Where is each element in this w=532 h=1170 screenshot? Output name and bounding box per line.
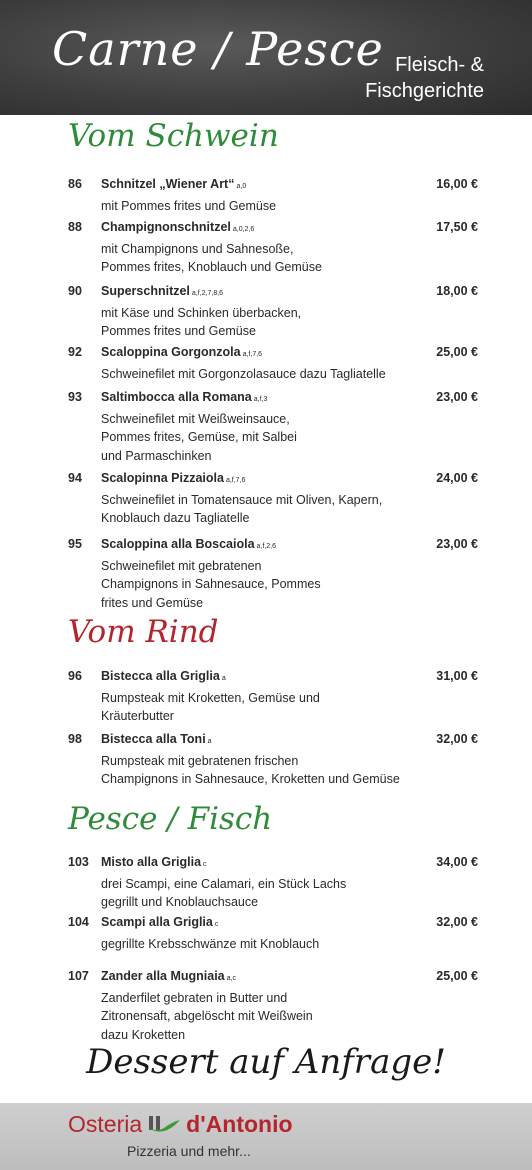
brand-logo	[68, 1111, 293, 1138]
item-detail-line: Pommes frites und Gemüse	[101, 324, 256, 338]
item-price: 17,50 €	[436, 220, 478, 234]
item-description	[101, 388, 421, 465]
item-price: 25,00 €	[436, 345, 478, 359]
item-allergens: a,f,2,7,8,6	[191, 290, 224, 297]
item-detail-line: gegrillt und Knoblauchsauce	[101, 895, 259, 909]
item-allergens: a,c	[226, 975, 236, 982]
item-price: 18,00 €	[436, 284, 478, 298]
item-allergens: a,f,7,6	[225, 477, 246, 484]
item-description	[101, 967, 421, 1044]
item-detail-line: drei Scampi, eine Calamari, ein Stück Lachs	[101, 876, 347, 891]
item-detail-line: frites und Gemüse	[101, 595, 204, 610]
item-name: Misto alla Griglia	[101, 855, 202, 869]
item-number: 95	[68, 537, 82, 551]
section-title-fisch: Pesce / Fisch	[68, 801, 273, 837]
item-number: 94	[68, 471, 82, 485]
item-detail-line: Zitronensaft, abgelöscht mit Weißwein	[101, 1009, 313, 1023]
item-number: 103	[68, 855, 89, 869]
item-number: 96	[68, 669, 82, 683]
item-detail-line: Rumpsteak mit Kroketten, Gemüse und	[101, 690, 320, 705]
item-detail-line: Schweinefilet mit Gorgonzolasauce dazu Tagliatelle	[101, 366, 386, 381]
item-detail-line: Kräuterbutter	[101, 709, 174, 723]
item-price: 34,00 €	[436, 855, 478, 869]
item-price: 23,00 €	[436, 390, 478, 404]
item-number: 93	[68, 390, 82, 404]
item-number: 98	[68, 732, 82, 746]
page-subtitle	[314, 52, 484, 104]
item-price: 24,00 €	[436, 471, 478, 485]
item-number: 90	[68, 284, 82, 298]
item-detail-line: Schweinefilet mit gebratenen	[101, 558, 262, 573]
item-detail-line: Pommes frites, Gemüse, mit Salbei	[101, 430, 297, 444]
item-allergens: a,0,2,6	[232, 226, 255, 233]
item-description	[101, 175, 421, 215]
item-number: 86	[68, 177, 82, 191]
item-allergens: a	[207, 738, 212, 745]
item-price: 23,00 €	[436, 537, 478, 551]
leaf-logo-icon	[146, 1114, 182, 1136]
section-title-rind: Vom Rind	[68, 614, 219, 650]
brand-name-right: d'Antonio	[186, 1111, 293, 1137]
item-detail-line: und Parmaschinken	[101, 448, 212, 463]
item-name: Champignonschnitzel	[101, 220, 231, 234]
item-name: Bistecca alla Toni	[101, 732, 206, 746]
item-detail-line: Zanderfilet gebraten in Butter und	[101, 990, 288, 1005]
item-allergens: c	[214, 921, 219, 928]
item-detail-line: Schweinefilet mit Weißweinsauce,	[101, 411, 290, 426]
item-description	[101, 667, 421, 726]
item-price: 32,00 €	[436, 732, 478, 746]
brand-name-left: Osteria	[68, 1111, 143, 1137]
item-description	[101, 282, 421, 341]
item-description	[101, 218, 421, 277]
item-number: 104	[68, 915, 89, 929]
item-description	[101, 343, 421, 383]
item-price: 25,00 €	[436, 969, 478, 983]
page-title: Carne / Pesce	[52, 22, 384, 76]
item-allergens: a,0	[236, 183, 247, 190]
item-detail-line: Knoblauch dazu Tagliatelle	[101, 511, 250, 525]
item-allergens: a,f,7,6	[242, 351, 263, 358]
item-number: 107	[68, 969, 89, 983]
item-description	[101, 913, 421, 953]
item-name: Scalopinna Pizzaiola	[101, 471, 224, 485]
item-detail-line: Champignons in Sahnesauce, Pommes	[101, 577, 321, 591]
item-name: Superschnitzel	[101, 284, 190, 298]
item-description	[101, 535, 421, 612]
item-name: Saltimbocca alla Romana	[101, 390, 252, 404]
item-detail-line: Pommes frites, Knoblauch und Gemüse	[101, 260, 322, 274]
dessert-note: Dessert auf Anfrage!	[86, 1042, 446, 1082]
subtitle-line-2: Fischgerichte	[365, 80, 484, 102]
section-title-schwein: Vom Schwein	[68, 118, 279, 154]
item-detail-line: dazu Kroketten	[101, 1027, 186, 1042]
item-detail-line: Rumpsteak mit gebratenen frischen	[101, 753, 299, 768]
item-allergens: a,f,3	[253, 396, 268, 403]
item-description	[101, 853, 421, 912]
item-name: Scaloppina alla Boscaiola	[101, 537, 255, 551]
item-description	[101, 469, 421, 528]
item-detail-line: Schweinefilet in Tomatensauce mit Oliven, Kapern,	[101, 492, 383, 507]
item-detail-line: mit Pommes frites und Gemüse	[101, 198, 277, 213]
item-price: 32,00 €	[436, 915, 478, 929]
subtitle-line-1: Fleisch- &	[395, 54, 484, 76]
item-number: 92	[68, 345, 82, 359]
item-detail-line: mit Champignons und Sahnesoße,	[101, 241, 294, 256]
item-name: Schnitzel „Wiener Art“	[101, 177, 235, 191]
item-description	[101, 730, 421, 789]
item-detail-line: gegrillte Krebsschwänze mit Knoblauch	[101, 936, 320, 951]
item-name: Zander alla Mugniaia	[101, 969, 225, 983]
item-price: 31,00 €	[436, 669, 478, 683]
item-detail-line: mit Käse und Schinken überbacken,	[101, 305, 302, 320]
item-allergens: a,f,2,6	[256, 543, 276, 550]
item-allergens: c	[203, 861, 207, 868]
item-name: Scaloppina Gorgonzola	[101, 345, 241, 359]
item-name: Scampi alla Griglia	[101, 915, 213, 929]
item-detail-line: Champignons in Sahnesauce, Kroketten und Gemüse	[101, 772, 400, 786]
item-price: 16,00 €	[436, 177, 478, 191]
item-allergens: a	[221, 675, 226, 682]
item-number: 88	[68, 220, 82, 234]
brand-tagline: Pizzeria und mehr...	[127, 1143, 251, 1159]
item-name: Bistecca alla Griglia	[101, 669, 220, 683]
